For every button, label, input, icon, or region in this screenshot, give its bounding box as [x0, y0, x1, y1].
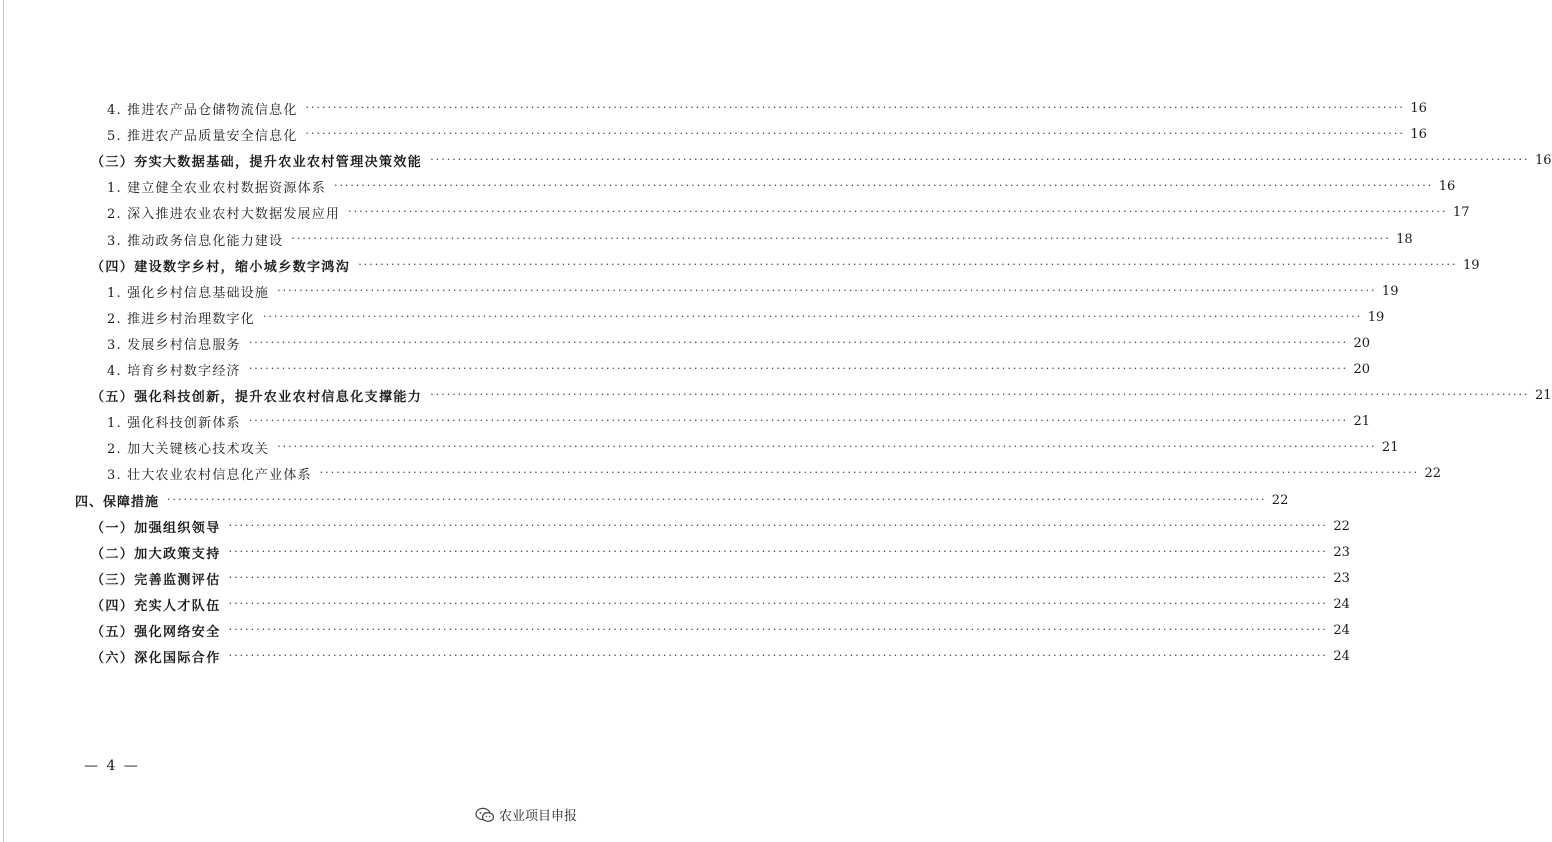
toc-leader-dots: ········································································································································································································	[333, 179, 1434, 192]
toc-entry-title: （四）充实人才队伍	[91, 598, 221, 614]
toc-entry	[107, 307, 1385, 327]
toc-entry-title: 1. 建立健全农业农村数据资源体系	[107, 180, 326, 196]
toc-entry-title: 4. 培育乡村数字经济	[107, 363, 241, 379]
toc-entry	[107, 463, 1442, 483]
toc-entry-page-number: 21	[1353, 413, 1371, 429]
toc-entry-title: 2. 深入推进农业农村大数据发展应用	[107, 206, 341, 222]
watermark-text: 农业项目申报	[498, 809, 577, 824]
toc-entry-title: （四）建设数字乡村，缩小城乡数字鸿沟	[91, 259, 351, 275]
toc-entry-page-number: 20	[1353, 335, 1371, 351]
toc-entry-page-number: 16	[1410, 100, 1427, 116]
toc-entry-title: 4. 推进农产品仓储物流信息化	[107, 102, 298, 118]
toc-entry-page-number: 17	[1452, 204, 1470, 220]
toc-entry	[107, 202, 1470, 222]
toc-entry	[107, 411, 1371, 431]
toc-entry	[107, 437, 1399, 457]
toc-entry	[107, 359, 1371, 379]
toc-entry-page-number: 22	[1424, 465, 1442, 481]
toc-entry-title: 3. 推动政务信息化能力建设	[107, 233, 284, 249]
toc-entry-title: （三）夯实大数据基础，提升农业农村管理决策效能	[91, 154, 423, 170]
toc-leader-dots: ········································································································································································································	[277, 440, 1377, 453]
toc-entry	[107, 176, 1456, 196]
toc-entry-title: （六）深化国际合作	[91, 650, 221, 666]
wechat-icon	[475, 807, 495, 823]
toc-entry	[75, 490, 1289, 510]
toc-leader-dots: ········································································································································································································	[228, 519, 1328, 532]
toc-entry-page-number: 19	[1367, 309, 1385, 325]
toc-entry-page-number: 21	[1381, 439, 1399, 455]
toc-leader-dots: ········································································································································································································	[430, 388, 1530, 401]
toc-leader-dots: ········································································································································································································	[228, 597, 1328, 610]
toc-entry	[91, 620, 1350, 640]
toc-leader-dots: ········································································································································································································	[167, 493, 1267, 506]
toc-entry-page-number: 23	[1333, 570, 1350, 586]
toc-entry-page-number: 16	[1438, 178, 1456, 194]
toc-entry-page-number: 24	[1333, 596, 1350, 612]
toc-entry-title: （五）强化网络安全	[91, 624, 221, 640]
toc-entry-page-number: 19	[1381, 283, 1399, 299]
toc-leader-dots: ········································································································································································································	[248, 362, 1349, 375]
toc-entry-title: （五）强化科技创新，提升农业农村信息化支撑能力	[91, 389, 423, 405]
toc-leader-dots: ········································································································································································································	[248, 336, 1349, 349]
toc-leader-dots: ········································································································································································································	[319, 466, 1420, 479]
toc-leader-dots: ········································································································································································································	[305, 127, 1405, 140]
toc-leader-dots: ········································································································································································································	[305, 101, 1405, 114]
toc-entry-title: 2. 推进乡村治理数字化	[107, 311, 255, 327]
toc-entry	[91, 568, 1350, 588]
page-number: — 4 —	[84, 758, 140, 774]
toc-leader-dots: ········································································································································································································	[228, 649, 1328, 662]
toc-leader-dots: ········································································································································································································	[358, 258, 1458, 271]
toc-leader-dots: ········································································································································································································	[228, 545, 1328, 558]
toc-leader-dots: ········································································································································································································	[228, 623, 1328, 636]
toc-leader-dots: ········································································································································································································	[348, 205, 1448, 218]
toc-entry-title: （一）加强组织领导	[91, 520, 221, 536]
toc-entry-page-number: 16	[1534, 152, 1552, 168]
toc-entry	[91, 255, 1480, 275]
toc-entry-title: 3. 壮大农业农村信息化产业体系	[107, 467, 312, 483]
toc-entry	[107, 124, 1427, 144]
toc-entry-page-number: 23	[1333, 544, 1350, 560]
toc-entry	[107, 333, 1371, 353]
toc-leader-dots: ········································································································································································································	[262, 310, 1363, 323]
toc-entry	[107, 98, 1427, 118]
toc-leader-dots: ········································································································································································································	[291, 232, 1391, 245]
toc-leader-dots: ········································································································································································································	[430, 153, 1530, 166]
toc-entry-page-number: 22	[1271, 492, 1289, 508]
toc-entry-title: 1. 强化乡村信息基础设施	[107, 285, 270, 301]
toc-entry-page-number: 20	[1353, 361, 1371, 377]
toc-entry	[91, 516, 1350, 536]
toc-entry	[91, 646, 1350, 666]
toc-entry-title: 3. 发展乡村信息服务	[107, 337, 241, 353]
toc-entry-page-number: 22	[1333, 518, 1350, 534]
toc-entry-page-number: 19	[1462, 257, 1480, 273]
toc-entry	[107, 281, 1399, 301]
toc-entry-page-number: 24	[1333, 648, 1350, 664]
toc-leader-dots: ········································································································································································································	[277, 284, 1377, 297]
toc-entry	[91, 542, 1350, 562]
toc-entry	[91, 594, 1350, 614]
toc-entry	[91, 385, 1552, 405]
toc-entry-title: 5. 推进农产品质量安全信息化	[107, 128, 298, 144]
toc-entry	[91, 150, 1552, 170]
toc-entry-page-number: 21	[1534, 387, 1552, 403]
toc-entry-page-number: 16	[1410, 126, 1427, 142]
toc-entry-title: （二）加大政策支持	[91, 546, 221, 562]
toc-leader-dots: ········································································································································································································	[228, 571, 1328, 584]
page-border-line	[3, 0, 4, 842]
toc-entry-page-number: 24	[1333, 622, 1350, 638]
toc-entry-page-number: 18	[1396, 231, 1413, 247]
toc-entry-title: （三）完善监测评估	[91, 572, 221, 588]
toc-entry-title: 2. 加大关键核心技术攻关	[107, 441, 270, 457]
toc-entry	[107, 229, 1413, 249]
toc-entry-title: 1. 强化科技创新体系	[107, 415, 241, 431]
toc-entry-title: 四、保障措施	[75, 494, 160, 510]
toc-leader-dots: ········································································································································································································	[248, 414, 1349, 427]
watermark	[475, 805, 577, 824]
